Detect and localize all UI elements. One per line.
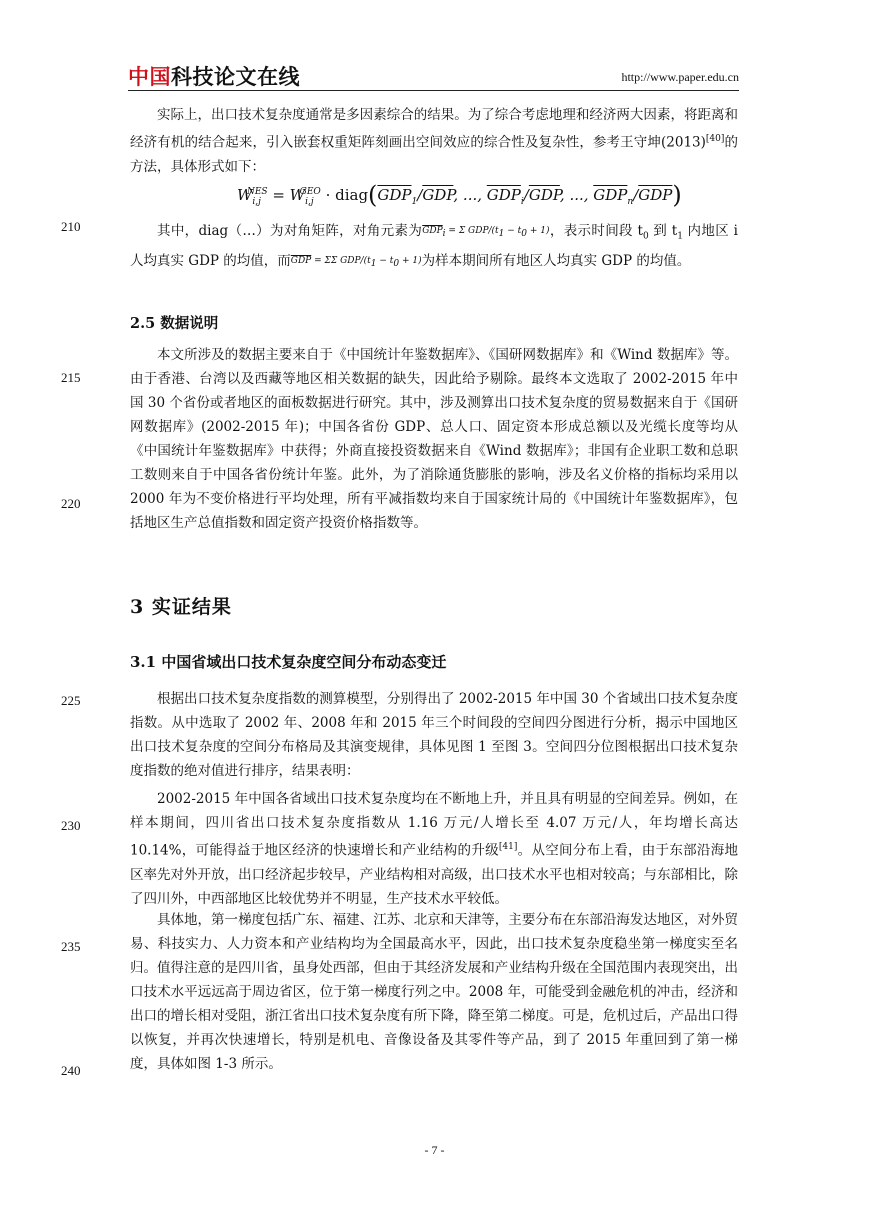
page-number: - 7 - xyxy=(424,1143,445,1157)
paragraph-text-end: 。从空间分布上看，由于东部沿海地区率先对外开放，出口经济起步较早，产业结构相对高级，出口技术水平也相对较高；与东部相比，除了四川外，中西部地区比较优势并不明显，生产技术水平较低。 xyxy=(130,842,739,907)
formula-nested-weight-matrix: $W_{i,j}^{NES} = W_{i,j}^{GEO}$ · $diag(\overline{GDP}_1/\overline{GDP}$, ..., $\overline{GDP}_i/\overline{GDP}$, ..., $\overline{GDP}_n/\overline{GDP}$) xyxy=(237,181,682,209)
line-number-225: 225 xyxy=(61,693,81,708)
diag-text-a: 其中，diag（…）为对角矩阵，对角元素为 xyxy=(157,223,423,239)
diag-text-e: 为样本期间所有地区人均真实 GDP 的均值。 xyxy=(421,252,691,269)
header-divider xyxy=(128,90,739,91)
paragraph-diag-definition: 其中，diag（…）为对角矩阵，对角元素为$\overline{GDP}_i = \Sigma$ GDP/$(t_1 - t_0 + 1)$，表示时间段 $t_0$ 到 $t_1$ 内地区 i 人均真实 GDP 的均值，而$\overline{GDP} = \Sigma\Sigma$ GDP/$(t_1 - t_0 + 1)$为样本期间所有地区人均真实 GDP 的均值。 xyxy=(130,219,738,275)
diag-text-c: 到 t xyxy=(648,223,678,239)
logo-red-text: 中国 xyxy=(128,65,171,89)
paragraph-text: 2002-2015 年中国各省域出口技术复杂度均在不断地上升，并且具有明显的空间差异。例如，在样本期间，四川省出口技术复杂度指数从 1.16 万元/人增长至 4.07 万元/人，年均增长高达 10.14%，可能得益于地区经济的快速增长和产业结构的升级 xyxy=(130,791,738,859)
inline-formula-gdp-i: $\overline{GDP}_i = \Sigma$ GDP/$(t_1 - t_0 + 1)$ xyxy=(422,226,550,239)
paragraph-text: 实际上，出口技术复杂度通常是多因素综合的结果。为了综合考虑地理和经济两大因素，将距离和经济有机的结合起来，引入嵌套权重矩阵刻画出空间效应的综合性及复杂性，参考王守坤(2013) xyxy=(130,107,738,151)
paragraph-measurement: 根据出口技术复杂度指数的测算模型，分别得出了 2002-2015 年中国 30 个省域出口技术复杂度指数。从中选取了 2002 年、2008 年和 2015 年三个时间段的空间四分图进行分析，揭示中国地区出口技术复杂度的空间分布格局及其演变规律，具体见图 1 至图 3。空间四分位图根据出口技术复杂度指数的绝对值进行排序，结果表明： xyxy=(130,691,738,779)
citation-41[interactable]: [41] xyxy=(498,842,518,852)
line-number-220: 220 xyxy=(61,496,81,511)
citation-40[interactable]: [40] xyxy=(705,134,725,144)
diag-text-b: ，表示时间段 t xyxy=(549,223,643,239)
inline-formula-gdp-mean: $\overline{GDP} = \Sigma\Sigma$ GDP/$(t_1 - t_0 + 1)$ xyxy=(290,255,422,269)
section-heading-2-5: 2.5 数据说明 xyxy=(130,315,219,332)
paragraph-first-tier: 具体地，第一梯度包括广东、福建、江苏、北京和天津等，主要分布在东部沿海发达地区，对外贸易、科技实力、人力资本和产业结构均为全国最高水平，因此，出口技术复杂度稳坐第一梯度实至名归。值得注意的是四川省，虽身处西部，但由于其经济发展和产业结构升级在全国范围内表现突出，出口技术水平远远高于周边省区，位于第一梯度行列之中。2008 年，可能受到金融危机的冲击，经济和出口的增长相对受阻，浙江省出口技术复杂度有所下降，降至第二梯度。可是，危机过后，产品出口得以恢复，并再次快速增长，特别是机电、音像设备及其零件等产品，到了 2015 年重回到了第一梯度，具体如图 1-3 所示。 xyxy=(130,912,738,1072)
line-number-240: 240 xyxy=(61,1063,81,1078)
line-number-235: 235 xyxy=(61,939,81,954)
line-number-230: 230 xyxy=(61,818,81,833)
logo-black-text: 科技论文在线 xyxy=(171,65,300,89)
paragraph-weight-matrix xyxy=(130,103,738,179)
paragraph-text-end: 的方法，具体形式如下： xyxy=(130,134,739,175)
paragraph-data-description: 本文所涉及的数据主要来自于《中国统计年鉴数据库》、《国研网数据库》和《Wind 数据库》等。由于香港、台湾以及西藏等地区相关数据的缺失，因此给予剔除。最终本文选取了 2002-2015 年中国 30 个省份或者地区的面板数据进行研究。其中，涉及测算出口技术复杂度的贸易数据来自于《国研网数据库》(2002-2015 年)；中国各省份 GDP、总人口、固定资本形成总额以及光缆长度等均从《中国统计年鉴数据库》中获得；外商直接投资数据来自《Wind 数据库》；非国有企业职工数和总职工数则来自于中国各省份统计年鉴。此外，为了消除通货膨胀的影响，涉及名义价格的指标均采用以 2000 年为不变价格进行平均处理，所有平减指数均来自于国家统计局的《中国统计年鉴数据库》，包括地区生产总值指数和固定资产投资价格指数等。 xyxy=(130,347,738,531)
diag-text-d: 内地区 i 人均真实 GDP 的均值，而 xyxy=(130,223,738,269)
section-heading-3-1: 3.1 中国省域出口技术复杂度空间分布动态变迁 xyxy=(130,653,447,671)
journal-logo xyxy=(128,61,300,91)
header-url[interactable]: http://www.paper.edu.cn xyxy=(621,70,739,84)
paragraph-spatial-difference xyxy=(130,787,738,911)
line-number-215: 215 xyxy=(61,370,81,385)
line-number-210: 210 xyxy=(61,219,81,234)
section-heading-3: 3 实证结果 xyxy=(130,596,232,618)
